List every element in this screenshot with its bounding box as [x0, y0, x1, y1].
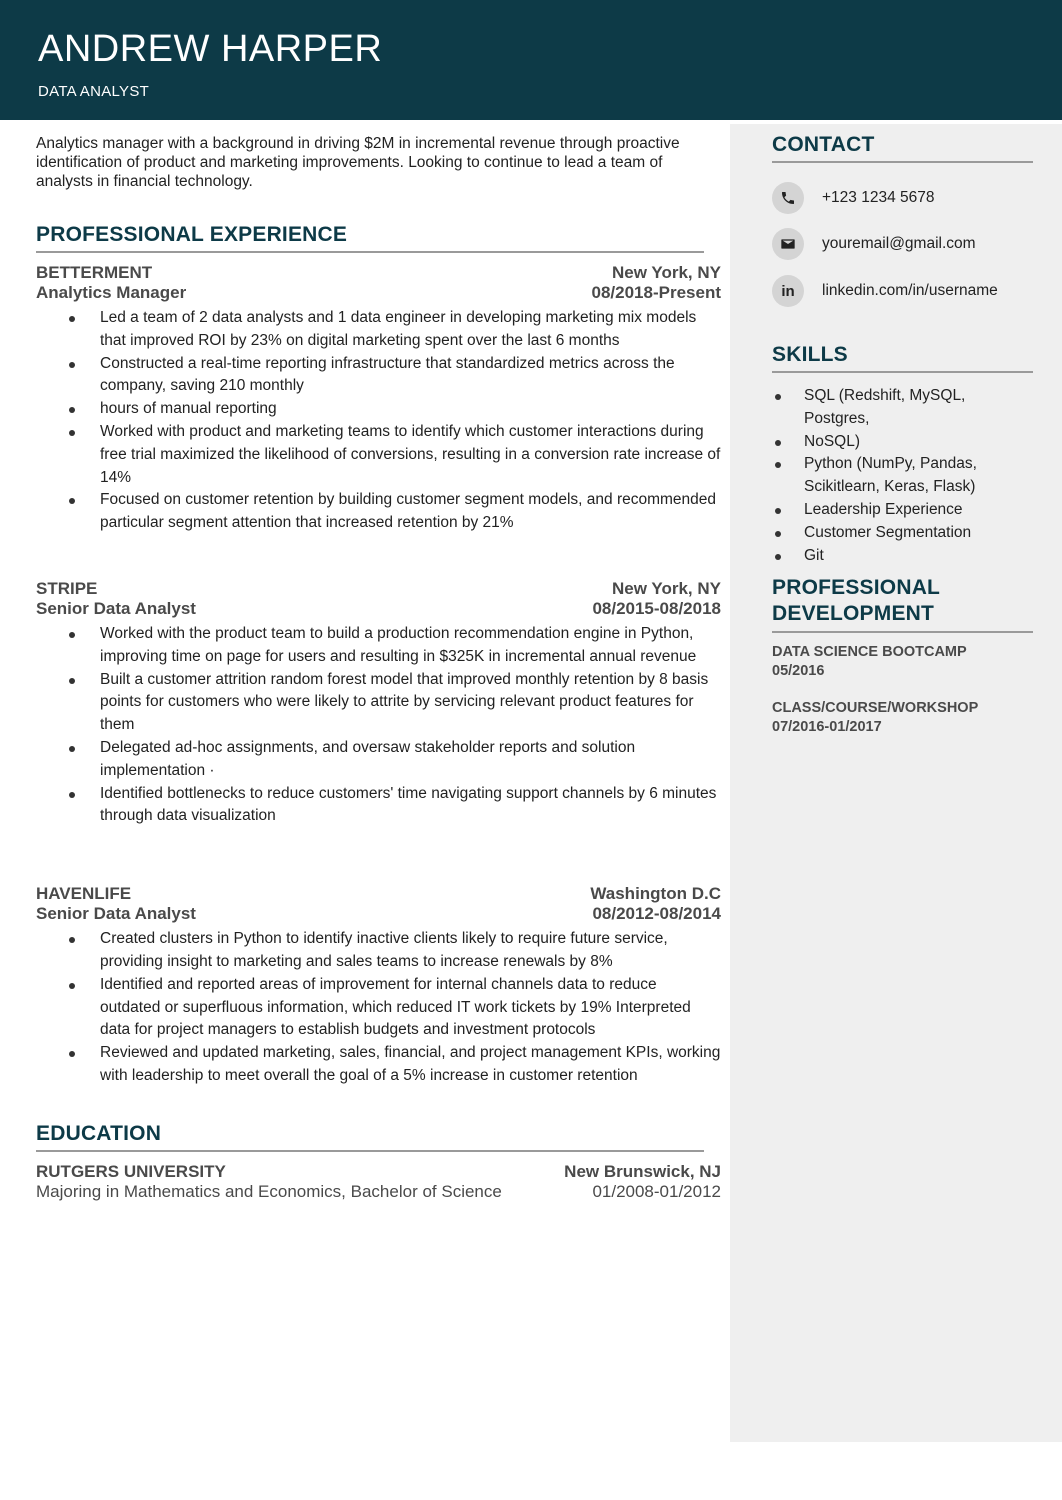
job-location: New York, NY	[612, 578, 721, 598]
job-dates: 08/2018-Present	[591, 283, 721, 302]
linkedin-icon: in	[772, 275, 804, 307]
school-location: New Brunswick, NJ	[564, 1161, 721, 1181]
list-item: Leadership Experience	[772, 499, 1033, 522]
job-location: New York, NY	[612, 263, 721, 282]
sidebar	[730, 124, 1062, 1442]
email-address[interactable]: youremail@gmail.com	[822, 235, 976, 252]
list-item: Led a team of 2 data analysts and 1 data engineer in developing marketing mix models that improved ROI by 23% on digital marketing spent over the last 6 months	[36, 307, 721, 353]
company-name: HAVENLIFE	[36, 884, 132, 904]
list-item: Identified bottlenecks to reduce customers' time navigating support channels by 6 minutes through data visualization	[36, 783, 721, 829]
list-item: Built a customer attrition random forest model that improved monthly retention by 8 basis points for customers who were likely to attrite by servicing relevant product features for them	[36, 669, 721, 737]
main-column	[36, 134, 721, 1202]
education-dates: 01/2008-01/2012	[592, 1181, 721, 1201]
skills-list	[772, 385, 1033, 567]
job-bullets	[36, 307, 721, 535]
job-entry	[36, 884, 721, 1088]
phone-number: +123 1234 5678	[822, 189, 935, 206]
list-item: Reviewed and updated marketing, sales, financial, and project management KPIs, working with leadership to meet overall the goal of a 5% increase in customer retention	[36, 1042, 721, 1088]
contact-linkedin	[772, 275, 998, 307]
development-item: DATA SCIENCE BOOTCAMP 05/2016	[772, 644, 967, 679]
list-item: Python (NumPy, Pandas, Scikitlearn, Keras, Flask)	[772, 453, 1033, 499]
education-entry	[36, 1162, 721, 1202]
list-item: hours of manual reporting	[36, 398, 721, 421]
list-item: Delegated ad-hoc assignments, and oversaw stakeholder reports and solution implementation ·	[36, 737, 721, 783]
resume-header	[0, 0, 1062, 120]
contact-heading: CONTACT	[772, 133, 1033, 163]
degree: Majoring in Mathematics and Economics, Bachelor of Science	[36, 1181, 502, 1201]
list-item: Created clusters in Python to identify inactive clients likely to require future service, providing insight to marketing and sales teams to increase renewals by 8%	[36, 928, 721, 974]
job-location: Washington D.C	[590, 884, 721, 904]
list-item: Identified and reported areas of improvement for internal channels data to reduce outdated or superfluous information, which reduced IT work tickets by 19% Interpreted data for project managers to establish budgets and investment protocols	[36, 974, 721, 1042]
company-name: STRIPE	[36, 578, 98, 598]
skills-heading: SKILLS	[772, 343, 1033, 373]
company-name: BETTERMENT	[36, 263, 153, 282]
contact-email	[772, 228, 976, 260]
candidate-role: DATA ANALYST	[38, 83, 150, 100]
list-item: Customer Segmentation	[772, 522, 1033, 545]
job-title: Analytics Manager	[36, 283, 187, 302]
list-item: Worked with product and marketing teams to identify which customer interactions during free trial maximized the likelihood of conversions, resulting in a conversion rate increase of 14%	[36, 421, 721, 489]
job-title: Senior Data Analyst	[36, 598, 196, 618]
education-heading: EDUCATION	[36, 1122, 704, 1152]
list-item: Constructed a real-time reporting infrastructure that standardized metrics across the company, saving 210 monthly	[36, 353, 721, 399]
job-dates: 08/2012-08/2014	[592, 904, 721, 924]
experience-heading: PROFESSIONAL EXPERIENCE	[36, 223, 704, 253]
school-name: RUTGERS UNIVERSITY	[36, 1161, 226, 1181]
development-heading: PROFESSIONAL DEVELOPMENT	[772, 575, 1033, 633]
mail-icon	[772, 228, 804, 260]
list-item: NoSQL)	[772, 431, 1033, 454]
linkedin-url[interactable]: linkedin.com/in/username	[822, 282, 998, 299]
contact-phone	[772, 182, 935, 214]
phone-icon	[772, 182, 804, 214]
list-item: Worked with the product team to build a production recommendation engine in Python, improving time on page for users and resulting in $325K in incremental annual revenue	[36, 623, 721, 669]
list-item: SQL (Redshift, MySQL, Postgres,	[772, 385, 1033, 431]
summary: Analytics manager with a background in driving $2M in incremental revenue through proactive identification of product and marketing improvements. Looking to continue to lead a team of analysts in financial technology.	[36, 135, 680, 190]
job-bullets	[36, 928, 721, 1088]
job-title: Senior Data Analyst	[36, 904, 196, 924]
job-entry	[36, 263, 721, 535]
candidate-name: ANDREW HARPER	[38, 28, 383, 70]
job-bullets	[36, 623, 721, 828]
job-entry	[36, 579, 721, 828]
job-dates: 08/2015-08/2018	[592, 598, 721, 618]
development-item: CLASS/COURSE/WORKSHOP 07/2016-01/2017	[772, 700, 979, 735]
list-item: Git	[772, 545, 1033, 568]
list-item: Focused on customer retention by building customer segment models, and recommended particular segment attention that increased retention by 21%	[36, 489, 721, 535]
